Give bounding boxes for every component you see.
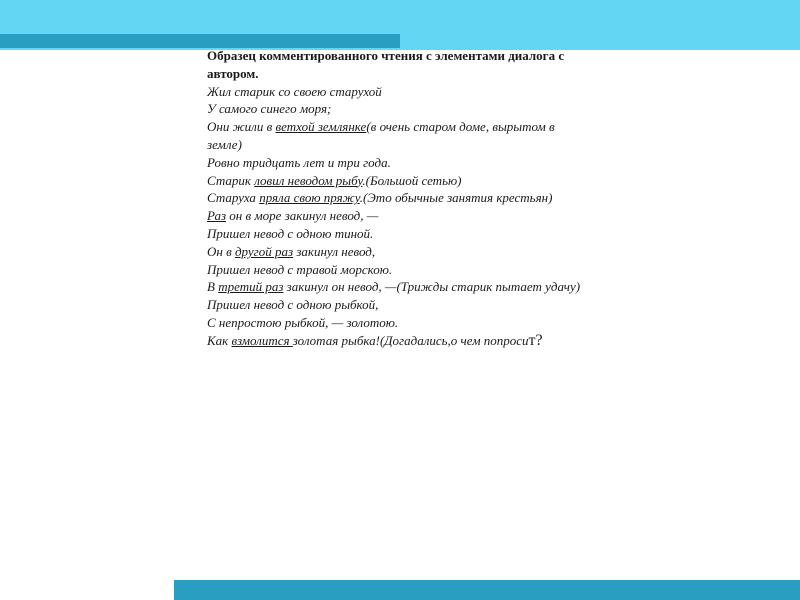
underlined-phrase: взмолится [231, 332, 293, 348]
underlined-phrase: Раз [207, 208, 227, 224]
poem-line: Раз он в море закинул невод, — [207, 208, 379, 224]
top-accent-stripe [0, 34, 400, 48]
poem-line: Пришел невод с одною рыбкой, [207, 297, 379, 313]
poem-line: Ровно тридцать лет и три года. [207, 154, 391, 170]
poem-line: У самого синего моря; [207, 101, 332, 117]
bottom-accent-stripe [174, 580, 800, 600]
poem-line: Пришел невод с травой морскою. [207, 261, 393, 277]
underlined-phrase: другой раз [234, 243, 294, 259]
poem-line: С непростою рыбкой, — золотою. [207, 314, 399, 330]
underlined-phrase: ловил неводом рыбу [254, 172, 363, 188]
underlined-phrase: третий раз [218, 279, 284, 295]
poem-line: В третий раз закинул он невод, —(Трижды старик пытает удачу) [207, 279, 581, 295]
poem-line: Пришел невод с одною тиной. [207, 225, 374, 241]
poem-line: Старуха пряла свою пряжу.(Это обычные занятия крестьян) [207, 190, 553, 206]
poem-line: Они жили в ветхой землянке(в очень старом доме, вырытом в земле) [207, 119, 555, 152]
poem-line: Старик ловил неводом рыбу.(Большой сетью) [207, 172, 462, 188]
underlined-phrase: ветхой землянке [275, 119, 367, 135]
question-mark: т? [528, 331, 543, 349]
underlined-phrase: пряла свою пряжу [259, 190, 360, 206]
poem-line: Он в другой раз закинул невод, [207, 243, 376, 259]
poem-line: Жил старик со своею старухой [207, 83, 382, 99]
poem-line-last: Как взмолится золотая рыбка!(Догадались,о чем попросит? [207, 331, 543, 349]
slide-title: Образец комментированного чтения с элементами диалога с автором. [207, 48, 565, 81]
poem-text-block [207, 47, 587, 350]
